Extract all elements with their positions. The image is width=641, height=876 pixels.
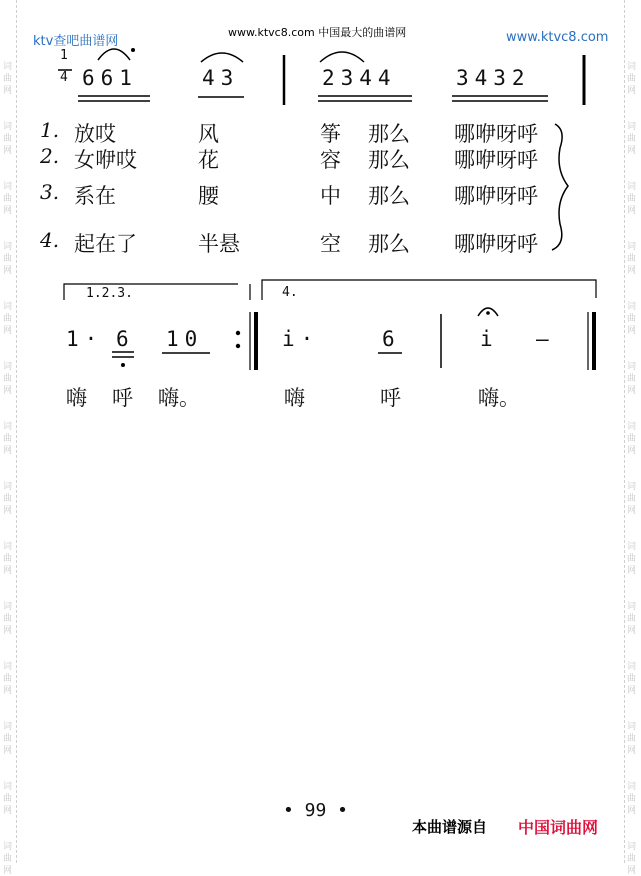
watermark-glyph: 词 — [3, 422, 13, 432]
watermark-glyph: 网 — [627, 266, 637, 276]
verse-3-w2: 腰 — [198, 184, 219, 208]
lyric-a1: 嗨 — [66, 386, 87, 410]
ending-2-note-1: i· — [282, 327, 320, 351]
measure-3b-notes: 3432 — [456, 66, 531, 90]
watermark-glyph: 词 — [3, 122, 13, 132]
watermark-glyph: 网 — [627, 746, 637, 756]
watermark-glyph: 曲 — [627, 374, 637, 384]
watermark-glyph: 词 — [3, 182, 13, 192]
measure-3a-notes: 2344 — [322, 66, 397, 90]
verse-2-num: 2. — [40, 144, 60, 168]
watermark-glyph: 词 — [627, 662, 637, 672]
watermark-glyph: 词 — [627, 602, 637, 612]
footer-source-label: 本曲谱源自 — [412, 818, 488, 836]
watermark-glyph: 曲 — [3, 554, 13, 564]
watermark-glyph: 词 — [627, 122, 637, 132]
watermark-glyph: 词 — [627, 362, 637, 372]
watermark-glyph: 网 — [627, 866, 637, 876]
verse-1-w5: 哪咿呀呼 — [454, 122, 538, 146]
watermark-glyph: 词 — [3, 482, 13, 492]
watermark-glyph: 词 — [627, 302, 637, 312]
ending-2-label: 4. — [282, 285, 298, 300]
watermark-glyph: 网 — [3, 566, 13, 576]
watermark-glyph: 曲 — [627, 794, 637, 804]
watermark-glyph: 曲 — [3, 374, 13, 384]
watermark-glyph: 网 — [3, 266, 13, 276]
watermark-glyph: 词 — [627, 782, 637, 792]
watermark-glyph: 词 — [627, 62, 637, 72]
watermark-glyph: 词 — [3, 842, 13, 852]
watermark-glyph: 网 — [627, 386, 637, 396]
watermark-glyph: 词 — [627, 842, 637, 852]
verse-2-w4: 那么 — [368, 148, 410, 172]
watermark-glyph: 词 — [627, 242, 637, 252]
watermark-glyph: 网 — [627, 506, 637, 516]
watermark-glyph: 曲 — [3, 674, 13, 684]
watermark-glyph: 曲 — [627, 74, 637, 84]
watermark-glyph: 曲 — [3, 434, 13, 444]
ending-1-note-2: 6 — [116, 327, 135, 351]
watermark-glyph: 曲 — [627, 674, 637, 684]
verse-1-w1: 放哎 — [74, 122, 116, 146]
verse-2-w1: 女咿哎 — [74, 148, 137, 172]
watermark-glyph: 曲 — [3, 134, 13, 144]
watermark-glyph: 曲 — [3, 254, 13, 264]
ending-1-label: 1.2.3. — [86, 286, 133, 301]
lyric-a2: 呼 — [112, 386, 133, 410]
watermark-glyph: 网 — [3, 446, 13, 456]
watermark-glyph: 曲 — [3, 794, 13, 804]
watermark-glyph: 网 — [3, 506, 13, 516]
watermark-glyph: 网 — [627, 326, 637, 336]
watermark-glyph: 曲 — [3, 854, 13, 864]
ending-2-hold-dash: — — [536, 327, 555, 351]
verse-4-w5: 哪咿呀呼 — [454, 232, 538, 256]
verse-3-w4: 那么 — [368, 184, 410, 208]
ending-2-note-3: i — [480, 327, 499, 351]
verse-2-w2: 花 — [198, 148, 219, 172]
watermark-glyph: 网 — [627, 686, 637, 696]
watermark-glyph: 网 — [3, 686, 13, 696]
verse-1-w4: 那么 — [368, 122, 410, 146]
watermark-glyph: 曲 — [3, 734, 13, 744]
watermark-glyph: 词 — [627, 542, 637, 552]
watermark-glyph: 曲 — [3, 74, 13, 84]
watermark-glyph: 词 — [3, 542, 13, 552]
watermark-glyph: 曲 — [3, 494, 13, 504]
watermark-glyph: 词 — [3, 662, 13, 672]
watermark-glyph: 网 — [627, 806, 637, 816]
verse-2-w3: 容 — [320, 148, 341, 172]
ending-1-note-1: 1· — [66, 327, 104, 351]
watermark-glyph: 曲 — [627, 614, 637, 624]
verse-4-w4: 那么 — [368, 232, 410, 256]
watermark-glyph: 词 — [627, 482, 637, 492]
watermark-glyph: 词 — [3, 302, 13, 312]
page-number: • 99 • — [283, 800, 349, 821]
watermark-glyph: 曲 — [627, 314, 637, 324]
verse-4-w1: 起在了 — [74, 232, 137, 256]
watermark-glyph: 网 — [3, 206, 13, 216]
watermark-glyph: 网 — [627, 626, 637, 636]
watermark-glyph: 曲 — [627, 434, 637, 444]
lyric-a3: 嗨。 — [158, 386, 200, 410]
watermark-glyph: 网 — [627, 446, 637, 456]
verse-3-num: 3. — [40, 180, 60, 204]
watermark-glyph: 网 — [3, 326, 13, 336]
watermark-glyph: 词 — [627, 422, 637, 432]
watermark-glyph: 网 — [627, 146, 637, 156]
verse-1-w3: 筝 — [320, 122, 341, 146]
verse-1-num: 1. — [40, 118, 60, 142]
watermark-glyph: 词 — [627, 722, 637, 732]
verse-4-w2: 半悬 — [198, 232, 240, 256]
verse-3-w5: 哪咿呀呼 — [454, 184, 538, 208]
watermark-glyph: 曲 — [627, 194, 637, 204]
watermark-glyph: 曲 — [627, 554, 637, 564]
watermark-glyph: 曲 — [627, 854, 637, 864]
watermark-glyph: 曲 — [627, 134, 637, 144]
verse-2-w5: 哪咿呀呼 — [454, 148, 538, 172]
watermark-glyph: 网 — [3, 806, 13, 816]
footer-brand-link[interactable]: 中国词曲网 — [518, 818, 599, 837]
watermark-glyph: 词 — [3, 602, 13, 612]
measure-1-notes: 661 — [82, 66, 138, 90]
watermark-glyph: 曲 — [627, 734, 637, 744]
ending-2-note-2: 6 — [382, 327, 401, 351]
watermark-glyph: 曲 — [627, 254, 637, 264]
watermark-glyph: 网 — [627, 566, 637, 576]
watermark-glyph: 网 — [3, 626, 13, 636]
watermark-glyph: 词 — [3, 62, 13, 72]
watermark-glyph: 网 — [3, 746, 13, 756]
verse-4-num: 4. — [40, 228, 60, 252]
watermark-glyph: 曲 — [3, 614, 13, 624]
watermark-glyph: 词 — [3, 782, 13, 792]
header-right-site[interactable]: www.ktvc8.com — [506, 30, 609, 45]
watermark-glyph: 网 — [3, 386, 13, 396]
watermark-glyph: 词 — [3, 242, 13, 252]
watermark-glyph: 网 — [3, 86, 13, 96]
verse-3-w3: 中 — [320, 184, 341, 208]
watermark-glyph: 词 — [627, 182, 637, 192]
watermark-glyph: 网 — [627, 206, 637, 216]
watermark-glyph: 曲 — [3, 194, 13, 204]
watermark-glyph: 词 — [3, 722, 13, 732]
lyric-b2: 呼 — [380, 386, 401, 410]
verse-1-w2: 风 — [198, 122, 219, 146]
watermark-glyph: 网 — [627, 86, 637, 96]
header-center-caption: www.ktvc8.com 中国最大的曲谱网 — [228, 26, 407, 39]
time-signature-top: 1 — [60, 48, 68, 63]
verse-3-w1: 系在 — [74, 184, 116, 208]
watermark-glyph: 网 — [3, 146, 13, 156]
lyric-b1: 嗨 — [284, 386, 305, 410]
watermark-glyph: 曲 — [3, 314, 13, 324]
time-signature-bottom: 4 — [60, 70, 68, 85]
verse-4-w3: 空 — [320, 232, 341, 256]
measure-2-notes: 43 — [202, 66, 240, 90]
ending-1-note-3: 10 — [166, 327, 204, 351]
watermark-glyph: 曲 — [627, 494, 637, 504]
lyric-b3: 嗨。 — [478, 386, 520, 410]
watermark-glyph: 网 — [3, 866, 13, 876]
watermark-glyph: 词 — [3, 362, 13, 372]
header-left-site[interactable]: ktv查吧曲谱网 — [33, 34, 119, 49]
